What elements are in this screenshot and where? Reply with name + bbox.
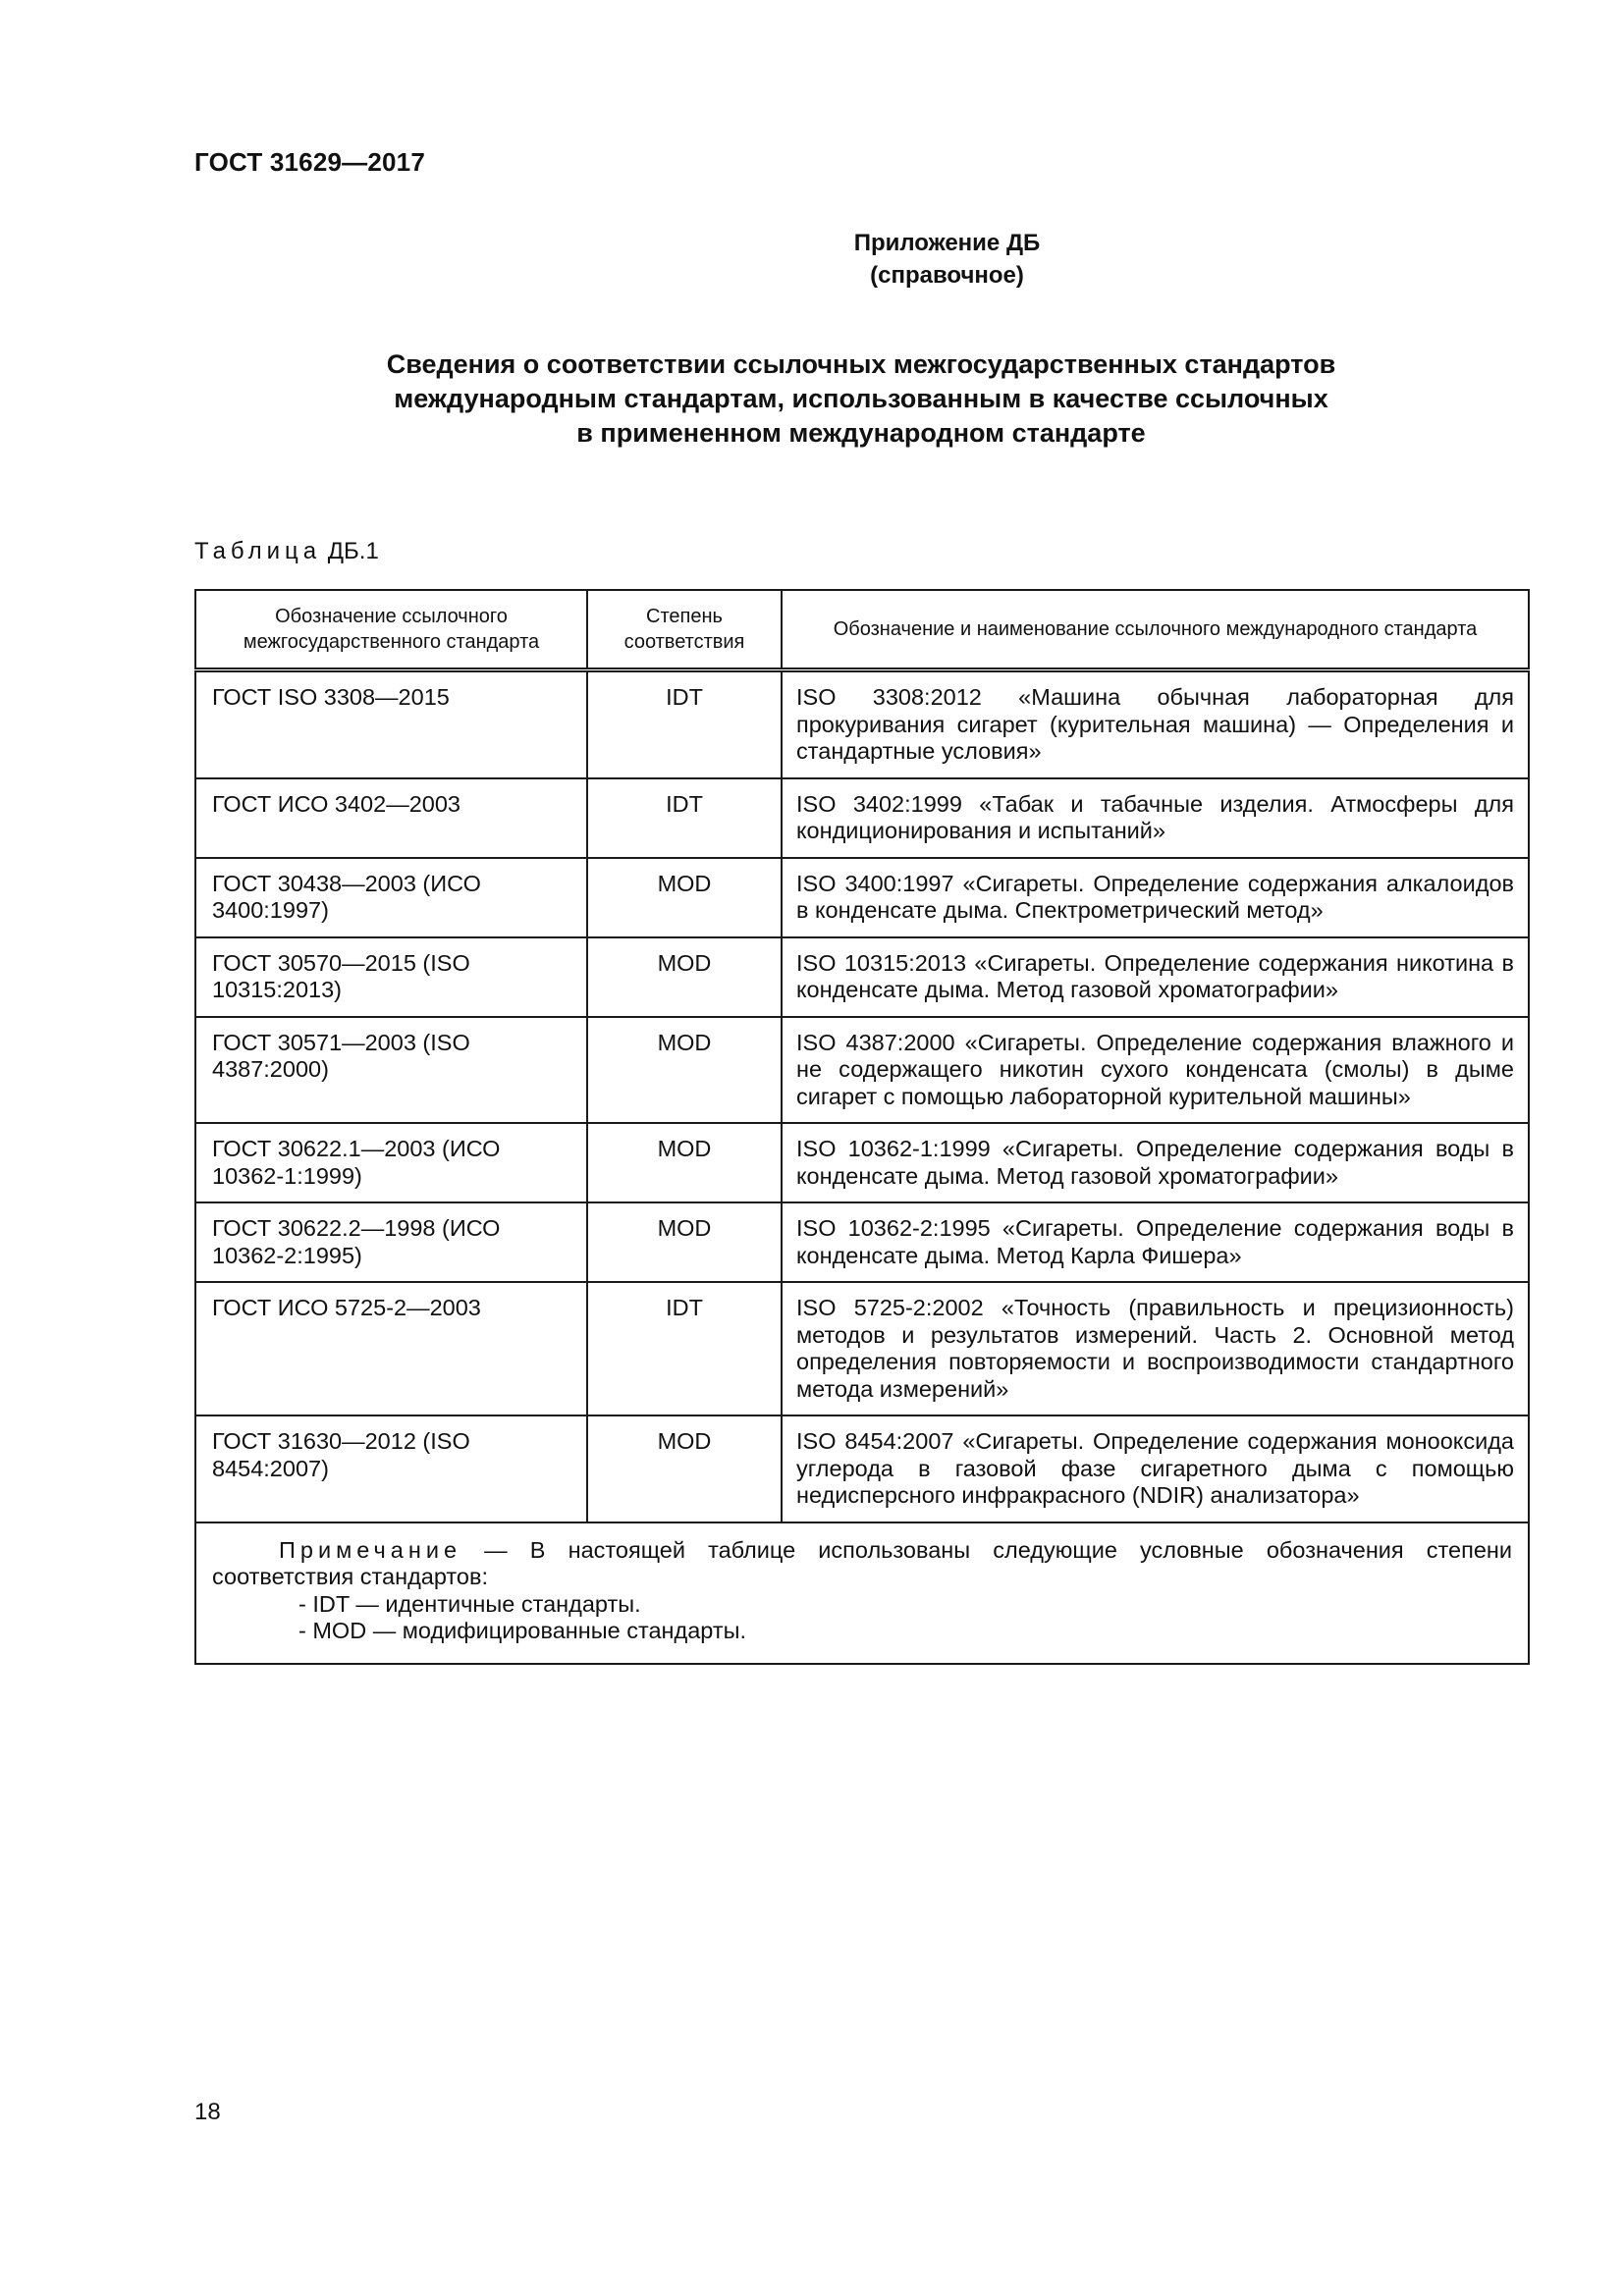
table-row [195, 858, 1529, 937]
table-row [195, 1282, 1529, 1415]
note-row [195, 1522, 1529, 1664]
cell-degree: MOD [587, 1017, 782, 1124]
table-header-row [195, 590, 1529, 670]
cell-gost: ГОСТ 30571—2003 (ISO 4387:2000) [195, 1017, 587, 1124]
page-number: 18 [194, 2099, 221, 2125]
cell-degree: IDT [587, 778, 782, 858]
table-note [195, 1522, 1529, 1664]
note-label: Примечание [279, 1536, 462, 1563]
cell-degree: MOD [587, 1415, 782, 1522]
cell-gost: ГОСТ 31630—2012 (ISO 8454:2007) [195, 1415, 587, 1522]
header-gost: Обозначение ссылочного межгосударственного стандарта [195, 590, 587, 670]
table-row [195, 670, 1529, 778]
cell-intl: ISO 3402:1999 «Табак и табачные изделия. Атмосферы для кондиционирования и испытаний» [782, 778, 1529, 858]
table-row [195, 1017, 1529, 1124]
table-label-word: Таблица [194, 538, 322, 564]
cell-degree: IDT [587, 670, 782, 778]
cell-gost: ГОСТ ИСО 3402—2003 [195, 778, 587, 858]
table-row [195, 937, 1529, 1017]
title-line: Сведения о соответствии ссылочных межгосударственных стандартов [386, 349, 1336, 379]
title-line: в примененном международном стандарте [576, 418, 1146, 448]
header-degree: Степень соответствия [587, 590, 782, 670]
cell-gost: ГОСТ 30622.1—2003 (ИСО 10362-1:1999) [195, 1123, 587, 1202]
table-row [195, 1202, 1529, 1282]
table-label [194, 538, 379, 565]
note-item: - MOD — модифицированные стандарты. [298, 1618, 747, 1643]
cell-intl: ISO 10362-1:1999 «Сигареты. Определение содержания воды в конденсате дыма. Метод газовой хроматографии» [782, 1123, 1529, 1202]
appendix-type: (справочное) [870, 262, 1024, 289]
cell-intl: ISO 5725-2:2002 «Точность (правильность и прецизионность) методов и результатов измерений. Часть 2. Основной метод определения повторяемости и воспроизводимости стандартного метода измерений» [782, 1282, 1529, 1415]
cell-intl: ISO 10315:2013 «Сигареты. Определение содержания никотина в конденсате дыма. Метод газовой хроматографии» [782, 937, 1529, 1017]
table-row [195, 1415, 1529, 1522]
cell-degree: MOD [587, 858, 782, 937]
section-title [295, 347, 1428, 451]
standards-table [194, 589, 1530, 1665]
note-item: - IDT — идентичные стандарты. [298, 1590, 641, 1617]
title-line: международным стандартам, использованным в качестве ссылочных [394, 384, 1328, 413]
cell-intl: ISO 8454:2007 «Сигареты. Определение содержания монооксида углерода в газовой фазе сигаретного дыма с помощью недисперсного инфракрасного (NDIR) анализатора» [782, 1415, 1529, 1522]
cell-intl: ISO 4387:2000 «Сигареты. Определение содержания влажного и не содержащего никотин сухого конденсата (смолы) в дыме сигарет с помощью лабораторной курительной машины» [782, 1017, 1529, 1124]
cell-intl: ISO 3308:2012 «Машина обычная лабораторная для прокуривания сигарет (курительная машина) — Определения и стандартные условия» [782, 670, 1529, 778]
table-label-number: ДБ.1 [327, 538, 379, 564]
document-code: ГОСТ 31629—2017 [194, 147, 425, 177]
cell-gost: ГОСТ 30570—2015 (ISO 10315:2013) [195, 937, 587, 1017]
table-row [195, 1123, 1529, 1202]
cell-intl: ISO 3400:1997 «Сигареты. Определение содержания алкалоидов в конденсате дыма. Спектрометрический метод» [782, 858, 1529, 937]
cell-gost: ГОСТ ИСО 5725-2—2003 [195, 1282, 587, 1415]
cell-gost: ГОСТ 30622.2—1998 (ИСО 10362-2:1995) [195, 1202, 587, 1282]
cell-degree: MOD [587, 937, 782, 1017]
appendix-title: Приложение ДБ [853, 230, 1041, 256]
note-text [212, 1537, 1512, 1591]
appendix-heading [0, 227, 1624, 292]
cell-degree: MOD [587, 1202, 782, 1282]
header-intl: Обозначение и наименование ссылочного международного стандарта [782, 590, 1529, 670]
table-row [195, 778, 1529, 858]
cell-gost: ГОСТ ISO 3308—2015 [195, 670, 587, 778]
cell-gost: ГОСТ 30438—2003 (ИСО 3400:1997) [195, 858, 587, 937]
cell-intl: ISO 10362-2:1995 «Сигареты. Определение содержания воды в конденсате дыма. Метод Карла Фишера» [782, 1202, 1529, 1282]
cell-degree: IDT [587, 1282, 782, 1415]
cell-degree: MOD [587, 1123, 782, 1202]
note-body: — В настоящей таблице использованы следующие условные обозначения степени соответствия стандартов: [212, 1536, 1512, 1589]
